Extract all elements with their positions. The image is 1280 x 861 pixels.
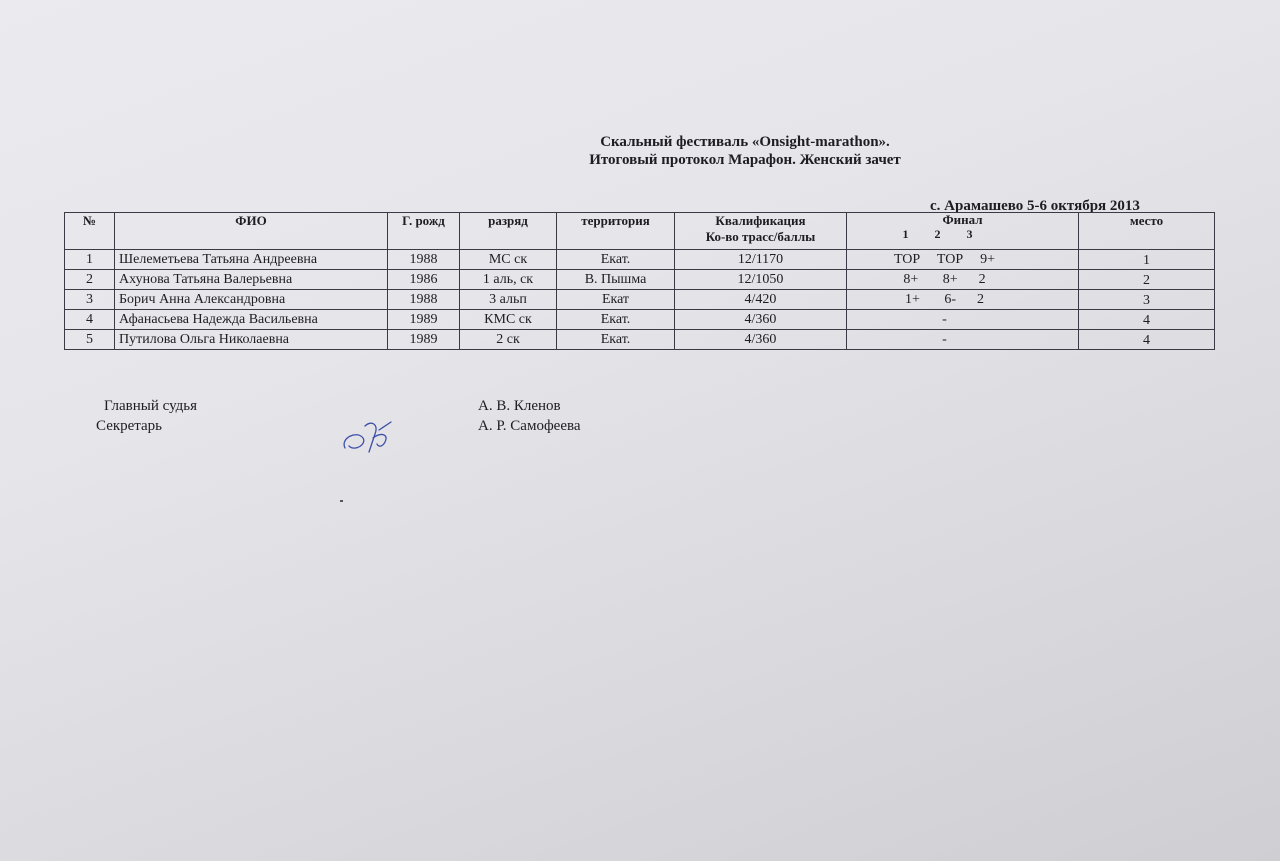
cell-final: - — [847, 330, 1079, 350]
cell-place: 3 — [1079, 290, 1215, 310]
cell-territory: Екат — [557, 290, 675, 310]
col-header-qual-line1: Квалификация — [715, 213, 806, 228]
chief-judge-name: А. В. Кленов — [478, 398, 561, 414]
cell-place: 4 — [1079, 330, 1215, 350]
cell-num: 5 — [65, 330, 115, 350]
table-row — [65, 330, 1215, 350]
cell-territory: Екат. — [557, 330, 675, 350]
cell-final: 1+ 6- 2 — [847, 290, 1079, 310]
cell-territory: Екат. — [557, 250, 675, 270]
col-header-qualification — [675, 213, 847, 250]
col-header-num: № — [65, 213, 115, 250]
cell-qualification: 12/1170 — [675, 250, 847, 270]
secretary-name: А. Р. Самофеева — [478, 418, 581, 434]
cell-territory: В. Пышма — [557, 270, 675, 290]
cell-name: Шелеметьева Татьяна Андреевна — [115, 250, 388, 270]
title-line-1: Скальный фестиваль «Onsight-marathon». — [600, 134, 890, 150]
cell-name: Путилова Ольга Николаевна — [115, 330, 388, 350]
cell-rank: КМС ск — [460, 310, 557, 330]
cell-num: 1 — [65, 250, 115, 270]
col-header-place: место — [1079, 213, 1215, 250]
cell-final: - — [847, 310, 1079, 330]
cell-num: 2 — [65, 270, 115, 290]
cell-name: Борич Анна Александровна — [115, 290, 388, 310]
cell-name: Афанасьева Надежда Васильевна — [115, 310, 388, 330]
table-row — [65, 250, 1215, 270]
document-title — [440, 133, 1050, 169]
handwritten-signature — [335, 408, 405, 463]
cell-birth: 1989 — [388, 330, 460, 350]
cell-place: 1 — [1079, 250, 1215, 270]
results-table — [64, 212, 1215, 350]
col-header-qual-line2: Ко-во трасс/баллы — [705, 229, 816, 244]
place-date: с. Арамашево 5-6 октября 2013 — [930, 198, 1140, 214]
cell-place: 2 — [1079, 270, 1215, 290]
secretary-role: Секретарь — [96, 418, 163, 434]
title-line-2: Итоговый протокол Марафон. Женский зачет — [589, 152, 901, 168]
table-header-row — [65, 213, 1215, 250]
table-row — [65, 290, 1215, 310]
final-subcol-1: 1 — [902, 227, 909, 241]
cell-birth: 1988 — [388, 250, 460, 270]
cell-name: Ахунова Татьяна Валерьевна — [115, 270, 388, 290]
cell-qualification: 4/360 — [675, 330, 847, 350]
col-header-final-label: Финал — [942, 212, 983, 227]
final-subcol-2: 2 — [934, 227, 941, 241]
chief-judge-role: Главный судья — [104, 398, 198, 414]
cell-rank: МС ск — [460, 250, 557, 270]
col-header-final — [847, 213, 1079, 250]
cell-qualification: 4/420 — [675, 290, 847, 310]
cell-birth: 1988 — [388, 290, 460, 310]
cell-qualification: 12/1050 — [675, 270, 847, 290]
col-header-rank: разряд — [460, 213, 557, 250]
col-header-territory: территория — [557, 213, 675, 250]
final-subcol-3: 3 — [966, 227, 973, 241]
table-row — [65, 270, 1215, 290]
cell-rank: 2 ск — [460, 330, 557, 350]
col-header-birth: Г. рожд — [388, 213, 460, 250]
cell-birth: 1989 — [388, 310, 460, 330]
table-row — [65, 310, 1215, 330]
cell-territory: Екат. — [557, 310, 675, 330]
cell-final: 8+ 8+ 2 — [847, 270, 1079, 290]
cell-birth: 1986 — [388, 270, 460, 290]
cell-num: 4 — [65, 310, 115, 330]
cell-num: 3 — [65, 290, 115, 310]
cell-place: 4 — [1079, 310, 1215, 330]
cell-rank: 1 аль, ск — [460, 270, 557, 290]
col-header-final-subcols — [851, 227, 1074, 242]
cell-final: TOP TOP 9+ — [847, 250, 1079, 270]
cell-qualification: 4/360 — [675, 310, 847, 330]
cell-rank: 3 альп — [460, 290, 557, 310]
paper-speck — [340, 500, 343, 502]
col-header-name: ФИО — [115, 213, 388, 250]
